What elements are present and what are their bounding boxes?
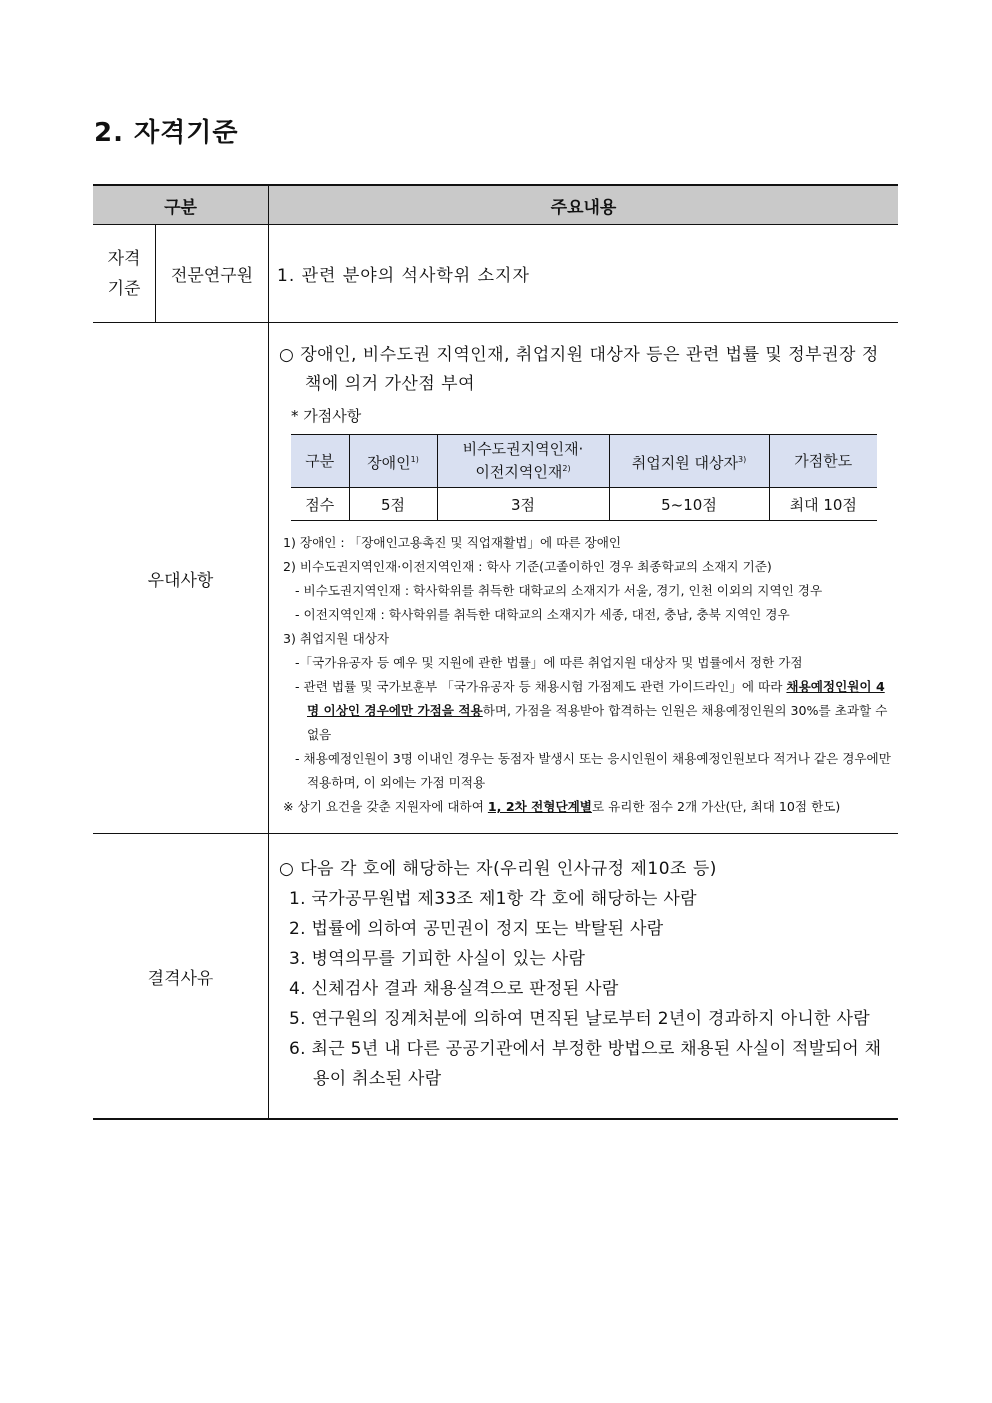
qualification-label-text: 자격 기준 — [107, 248, 141, 299]
preference-lead: ○ 장애인, 비수도권 지역인재, 취업지원 대상자 등은 관련 법률 및 정부권장 정책에 의거 가산점 부여 — [279, 345, 879, 394]
note-2a: - 비수도권지역인재 : 학사학위를 취득한 대학교의 소재지가 서울, 경기, 인천 이외의 지역인 경우 — [295, 583, 823, 598]
score-r-regional: 3점 — [437, 488, 609, 521]
score-r-limit: 최대 10점 — [769, 488, 877, 521]
score-h-employment: 취업지원 대상자$^{3)}$ — [609, 435, 769, 488]
score-r-employment: 5~10점 — [609, 488, 769, 521]
score-h-limit: 가점한도 — [769, 435, 877, 488]
score-h-category: 구분 — [291, 435, 349, 488]
score-r-label: 점수 — [291, 488, 349, 521]
qualification-text: 1. 관련 분야의 석사학위 소지자 — [269, 225, 899, 323]
note-3b: - 관련 법률 및 국가보훈부 「국가유공자 등 채용시험 가점제도 관련 가이드라인」에 따라 채용예정인원이 4명 이상인 경우에만 가점을 적용하며, 가점을 적용받아 합격하는 인원은 채용예정인원의 30%를 초과할 수 없음 — [295, 679, 888, 742]
qualification-role: 전문연구원 — [156, 225, 269, 323]
disqualification-item: 6. 최근 5년 내 다른 공공기관에서 부정한 방법으로 채용된 사실이 적발되어 채용이 취소된 사람 — [289, 1039, 882, 1089]
note-1: 1) 장애인 : 「장애인고용촉진 및 직업재활법」에 따른 장애인 — [283, 535, 622, 550]
disqualification-lead: ○ 다음 각 호에 해당하는 자(우리원 인사규정 제10조 등) — [279, 859, 717, 879]
header-main-content: 주요내용 — [269, 185, 899, 225]
header-category: 구분 — [93, 185, 269, 225]
score-r-disabled: 5점 — [349, 488, 437, 521]
preference-label: 우대사항 — [93, 323, 269, 834]
table-header-row — [93, 185, 898, 225]
preference-content — [269, 323, 899, 834]
preference-notes — [283, 531, 892, 819]
disqualification-item: 4. 신체검사 결과 채용실격으로 판정된 사람 — [289, 979, 619, 999]
qualification-row — [93, 225, 898, 323]
note-2: 2) 비수도권지역인재·이전지역인재 : 학사 기준(고졸이하인 경우 최종학교의 소재지 기준) — [283, 559, 772, 574]
note-3: 3) 취업지원 대상자 — [283, 631, 390, 646]
note-3a: -「국가유공자 등 예우 및 지원에 관한 법률」에 따른 취업지원 대상자 및 법률에서 정한 가점 — [295, 655, 803, 670]
score-table-header — [291, 435, 877, 488]
score-table — [291, 434, 877, 521]
disqualification-item: 2. 법률에 의하여 공민권이 정지 또는 박탈된 사람 — [289, 919, 664, 939]
note-3c: - 채용예정인원이 3명 이내인 경우는 동점자 발생시 또는 응시인원이 채용예정인원보다 적거나 같은 경우에만 적용하며, 이 외에는 가점 미적용 — [295, 751, 891, 790]
preference-row — [93, 323, 898, 834]
note-2b: - 이전지역인재 : 학사학위를 취득한 대학교의 소재지가 세종, 대전, 충남, 충북 지역인 경우 — [295, 607, 790, 622]
disqualification-item: 5. 연구원의 징계처분에 의하여 면직된 날로부터 2년이 경과하지 아니한 사람 — [289, 1009, 870, 1029]
qualification-label — [93, 225, 156, 323]
disqualification-content — [269, 834, 899, 1120]
score-h-disabled: 장애인$^{1)}$ — [349, 435, 437, 488]
score-h-regional: 비수도권지역인재· 이전지역인재$^{2)}$ — [437, 435, 609, 488]
preference-subtitle: * 가점사항 — [291, 407, 362, 425]
score-table-row — [291, 488, 877, 521]
criteria-table — [93, 184, 898, 1120]
disqualification-row — [93, 834, 898, 1120]
disqualification-item: 1. 국가공무원법 제33조 제1항 각 호에 해당하는 사람 — [289, 889, 697, 909]
note-4: ※ 상기 요건을 갖춘 지원자에 대하여 1, 2차 전형단계별로 유리한 점수 2개 가산(단, 최대 10점 한도) — [283, 799, 841, 814]
disqualification-label: 결격사유 — [93, 834, 269, 1120]
section-title: 2. 자격기준 — [94, 118, 239, 148]
disqualification-item: 3. 병역의무를 기피한 사실이 있는 사람 — [289, 949, 586, 969]
